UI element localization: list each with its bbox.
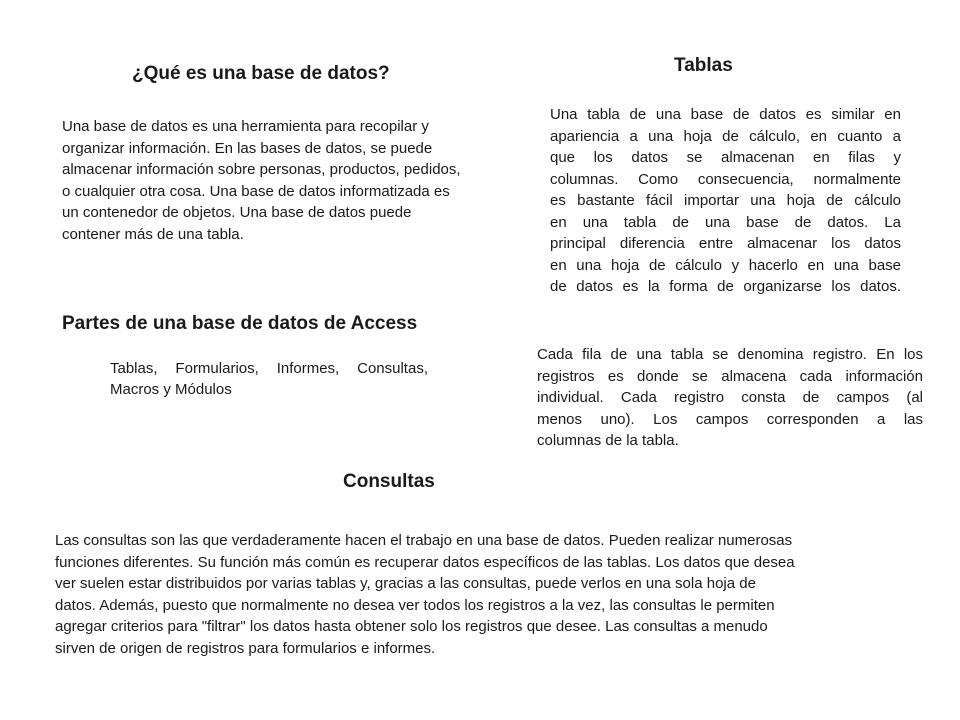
paragraph-que-es-base-de-datos <box>62 116 517 245</box>
heading-consultas: Consultas <box>343 471 435 492</box>
heading-tablas: Tablas <box>674 55 733 76</box>
paragraph-partes-access <box>110 358 428 400</box>
text-line: funciones diferentes. Su función más común es recuperar datos específicos de las tablas. Los datos que desea <box>55 553 795 571</box>
paragraph-registros <box>537 344 923 452</box>
text-line: sirven de origen de registros para formularios e informes. <box>55 639 436 657</box>
text-line: registros es donde se almacena cada información <box>537 367 923 385</box>
text-line: un contenedor de objetos. Una base de datos puede <box>62 204 412 221</box>
text-line: Una tabla de una base de datos es similar en <box>550 106 901 123</box>
text-line: principal diferencia entre almacenar los datos <box>550 235 901 252</box>
text-line: apariencia a una hoja de cálculo, en cuanto a <box>550 127 901 145</box>
text-line: menos uno). Los campos corresponden a las <box>537 410 923 428</box>
text-line: Macros y Módulos <box>110 381 232 398</box>
text-line: datos. Además, puesto que normalmente no desea ver todos los registros a la vez, las consultas le permiten <box>55 596 775 614</box>
text-line: que los datos se almacenan en filas y <box>550 149 901 166</box>
text-line: contener más de una tabla. <box>62 225 244 243</box>
text-line: Una base de datos es una herramienta para recopilar y <box>62 118 429 135</box>
text-line: Cada fila de una tabla se denomina registro. En los <box>537 346 923 363</box>
text-line: es bastante fácil importar una hoja de cálculo <box>550 192 901 209</box>
text-line: individual. Cada registro consta de campos (al <box>537 389 923 406</box>
text-line: organizar información. En las bases de datos, se puede <box>62 139 433 157</box>
text-line: columnas de la tabla. <box>537 432 679 449</box>
text-line: o cualquier otra cosa. Una base de datos informatizada es <box>62 182 450 200</box>
text-line: almacenar información sobre personas, productos, pedidos, <box>62 161 461 178</box>
text-line: ver suelen estar distribuidos por varias tablas y, gracias a las consultas, puede verlos en una sola hoja de <box>55 575 756 592</box>
heading-partes-access: Partes de una base de datos de Access <box>62 313 418 334</box>
text-line: columnas. Como consecuencia, normalmente <box>550 170 901 188</box>
text-line: en una hoja de cálculo y hacerlo en una base <box>550 256 901 274</box>
paragraph-consultas <box>55 530 905 659</box>
text-line: agregar criterios para "filtrar" los datos hasta obtener solo los registros que desee. Las consultas a menudo <box>55 618 768 635</box>
text-line: Las consultas son las que verdaderamente hacen el trabajo en una base de datos. Pueden realizar numerosas <box>55 532 793 549</box>
paragraph-tablas <box>550 104 901 298</box>
text-line: Tablas, Formularios, Informes, Consultas, <box>110 360 428 377</box>
heading-que-es-base-de-datos: ¿Qué es una base de datos? <box>132 63 390 84</box>
text-line: en una tabla de una base de datos. La <box>550 213 901 231</box>
text-line: de datos es la forma de organizarse los datos. <box>550 278 901 295</box>
